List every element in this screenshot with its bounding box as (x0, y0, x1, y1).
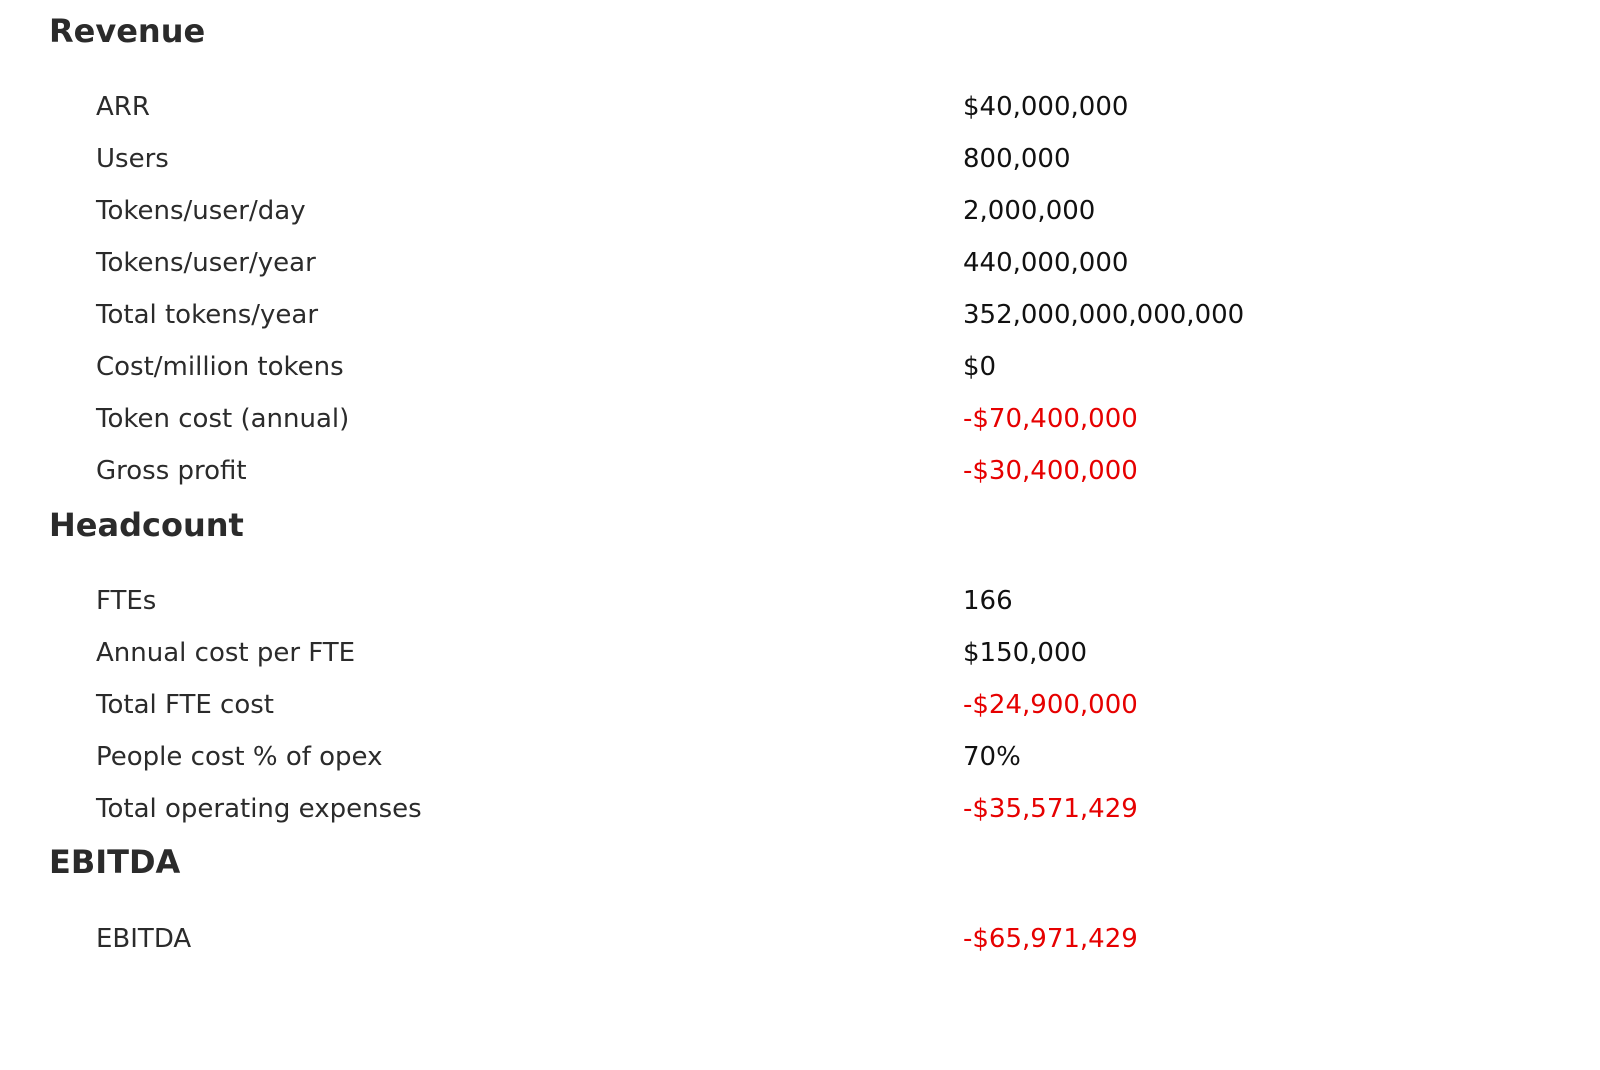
row-total-operating-expenses (0, 789, 1600, 829)
row-annual-cost-per-fte (0, 633, 1600, 673)
row-label: Cost/million tokens (96, 352, 344, 382)
row-value: -$24,900,000 (963, 690, 1138, 720)
row-label: Tokens/user/year (96, 248, 316, 278)
row-value: -$30,400,000 (963, 456, 1138, 486)
row-users (0, 139, 1600, 179)
row-value: 352,000,000,000,000 (963, 300, 1245, 330)
row-tokens-user-year (0, 243, 1600, 283)
row-value: -$65,971,429 (963, 924, 1138, 954)
row-value: 70% (963, 742, 1021, 772)
row-people-cost-pct-opex (0, 737, 1600, 777)
row-value: -$35,571,429 (963, 794, 1138, 824)
row-value: 166 (963, 586, 1013, 616)
row-arr (0, 87, 1600, 127)
row-label: Token cost (annual) (96, 404, 350, 434)
row-value: 440,000,000 (963, 248, 1129, 278)
row-label: Users (96, 144, 169, 174)
row-label: People cost % of opex (96, 742, 383, 772)
row-total-fte-cost (0, 685, 1600, 725)
row-label: Total FTE cost (96, 690, 275, 720)
row-tokens-user-day (0, 191, 1600, 231)
row-token-cost-annual (0, 399, 1600, 439)
row-label: Annual cost per FTE (96, 638, 356, 668)
row-label: Gross profit (96, 456, 247, 486)
row-label: ARR (96, 92, 150, 122)
row-value: $40,000,000 (963, 92, 1129, 122)
row-value: $0 (963, 352, 997, 382)
row-label: EBITDA (96, 924, 192, 954)
row-label: FTEs (96, 586, 157, 616)
row-total-tokens-year (0, 295, 1600, 335)
row-value: $150,000 (963, 638, 1088, 668)
section-title-headcount: Headcount (49, 506, 244, 544)
row-label: Tokens/user/day (96, 196, 306, 226)
row-cost-per-million-tokens (0, 347, 1600, 387)
row-gross-profit (0, 451, 1600, 491)
row-value: -$70,400,000 (963, 404, 1138, 434)
section-title-ebitda: EBITDA (49, 843, 181, 881)
row-label: Total operating expenses (96, 794, 422, 824)
row-value: 800,000 (963, 144, 1071, 174)
row-ftes (0, 581, 1600, 621)
row-label: Total tokens/year (96, 300, 319, 330)
section-title-revenue: Revenue (49, 12, 206, 50)
row-ebitda (0, 919, 1600, 959)
row-value: 2,000,000 (963, 196, 1096, 226)
